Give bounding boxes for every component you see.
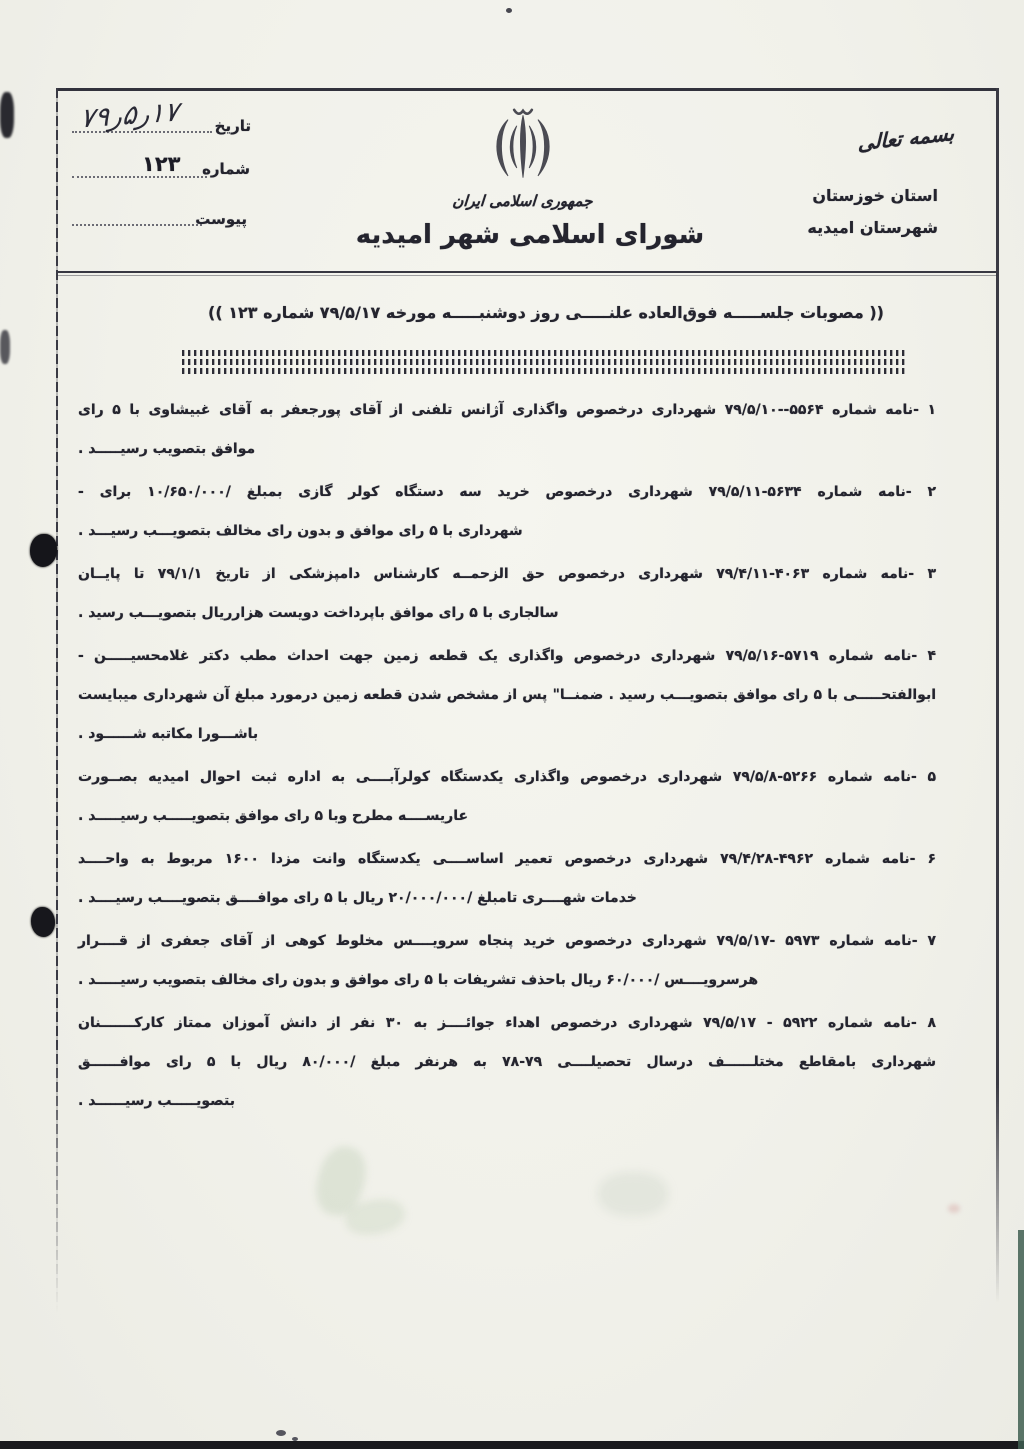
- resolution-item: [78, 758, 936, 836]
- stamped-number-value: ۱۲۳: [142, 152, 181, 176]
- scan-edge-green-strip: [1018, 1230, 1024, 1449]
- scan-speck: [276, 1430, 286, 1436]
- page-border-top: [57, 88, 998, 91]
- handwritten-date-value: ۱۷ر۵ر۷۹: [79, 96, 180, 135]
- resolution-line: سالجاری با ۵ رای موافق باپرداخت دویست هزارریال بتصویـــب رسید .: [78, 605, 559, 621]
- session-heading: (( مصوبات جلســـــه فوق‌العاده علنـــــی روز دوشنبـــــه مورخه ۷۹/۵/۱۷ شماره ۱۲۳ )): [208, 303, 884, 322]
- resolution-item: [78, 1004, 936, 1121]
- resolution-item: [78, 555, 936, 633]
- number-dotted-leader: [72, 176, 207, 178]
- resolution-line: هرسرویــــس /۶۰/۰۰۰ ریال باحذف تشریفات با ۵ رای موافق و بدون رای مخالف بتصویب رسیـــــد .: [78, 972, 759, 988]
- attachment-label: پیوست: [195, 210, 247, 228]
- resolution-item: [78, 922, 936, 1000]
- resolution-line: ۳ -نامه شماره ۴۰۶۳-۷۹/۴/۱۱ شهرداری درخصوص حق الزحمــه کارشناس دامپزشکی از تاریخ ۷۹/۱/۱ تا پایــان: [78, 566, 936, 582]
- resolution-item: [78, 840, 936, 918]
- resolution-line: ۶ -نامه شماره ۴۹۶۲-۷۹/۴/۲۸ شهرداری درخصوص تعمیر اساســــی یکدستگاه وانت مزدا ۱۶۰۰ مربوط به واحــــد: [78, 851, 937, 867]
- resolution-line: ابوالفتحـــــی با ۵ رای موافق بتصویـــب رسید . ضمنــا" پس از مشخص شدن قطعه زمین درمورد مبلغ آن شهرداری میبایست: [78, 687, 936, 703]
- resolution-line: ۵ -نامه شماره ۵۲۶۶-۷۹/۵/۸ شهرداری درخصوص واگذاری یکدستگاه کولرآبــــی به اداره ثبت احوال امیدیه بصــورت: [78, 769, 936, 785]
- resolution-line: ۴ -نامه شماره ۵۷۱۹-۷۹/۵/۱۶ شهرداری درخصوص واگذاری یک قطعه زمین جهت احداث مطب دکتر غلامحسیـــــن -: [78, 648, 936, 664]
- hatch-row: [182, 368, 905, 374]
- attachment-dotted-leader: [72, 224, 202, 226]
- ink-bleed-ghost-mark: [948, 1204, 960, 1213]
- scan-edge-bottom-strip: [0, 1441, 1024, 1449]
- hole-punch-mark: [30, 534, 57, 567]
- resolutions-list: [78, 391, 936, 1125]
- resolution-line: ۱ -نامه شماره ۵۵۶۴--۷۹/۵/۱۰ شهرداری درخصوص واگذاری آژانس تلفنی از آقای پورجعفر به آقای غبیشاوی با ۵ رای: [78, 402, 936, 418]
- resolution-line: عاریســــه مطرح وبا ۵ رای موافق بتصویـــــب رسیـــــد .: [78, 808, 469, 824]
- date-label: تاریخ: [214, 117, 251, 135]
- resolution-item: [78, 473, 936, 551]
- resolution-item: [78, 637, 936, 754]
- hatch-row: [182, 359, 905, 365]
- resolution-line: باشـــورا مکاتبه شــــــود .: [78, 726, 259, 742]
- resolution-line: ۷ -نامه شماره ۵۹۷۳ -۷۹/۵/۱۷ شهرداری درخصوص خرید پنجاه سرویــــس مخلوط کوهی از آقای جعفری از قــــرار: [78, 933, 937, 949]
- letterhead-divider-line-shadow: [57, 275, 998, 276]
- resolution-line: شهرداری بامقاطع مختلــــــف درسال تحصیلــــی ۷۹-۷۸ به هرنفر مبلغ /۸۰/۰۰۰ ریال با ۵ رای موافــــــق: [78, 1054, 937, 1070]
- iran-emblem-icon: [478, 102, 568, 190]
- scan-speck: [292, 1437, 298, 1441]
- resolution-line: موافق بتصویب رسیـــــد .: [78, 441, 256, 457]
- council-title: شورای اسلامی شهر امیدیه: [355, 220, 705, 250]
- letterhead-divider-line: [57, 271, 998, 273]
- resolution-line: ۲ -نامه شماره ۵۶۳۴-۷۹/۵/۱۱ شهرداری درخصوص خرید سه دستگاه کولر گازی بمبلغ /۱۰/۶۵۰/۰۰۰ برای -: [78, 484, 937, 500]
- hole-punch-mark: [31, 907, 55, 937]
- resolution-line: شهرداری با ۵ رای موافق و بدون رای مخالف بتصویـــب رسیـــد .: [78, 523, 523, 539]
- number-label: شماره: [202, 160, 250, 178]
- republic-title: جمهوری اسلامی ایران: [451, 192, 594, 210]
- decorative-hatch-band: [182, 350, 905, 377]
- resolution-line: بتصویـــــب رسیــــــد .: [78, 1093, 235, 1109]
- hatch-row: [182, 350, 905, 356]
- scan-smudge: [0, 330, 10, 364]
- county-name: شهرستان امیدیه: [807, 218, 938, 237]
- province-name: استان خوزستان: [812, 186, 938, 205]
- ink-bleed-ghost-mark: [598, 1172, 668, 1216]
- bismillah-calligraphy: بسمه تعالی: [857, 120, 955, 156]
- scan-speck: [506, 8, 512, 13]
- resolution-line: خدمات شهــــری تامبلغ /۲۰/۰۰۰/۰۰۰ ریال با ۵ رای موافــــق بتصویــــب رسیــــد .: [78, 890, 637, 906]
- resolution-item: [78, 391, 936, 469]
- resolution-line: ۸ -نامه شماره ۵۹۲۲ - ۷۹/۵/۱۷ شهرداری درخصوص اهداء جوائــــز به ۳۰ نفر از دانش آموزان ممتاز کارکـــــــنان: [78, 1015, 937, 1031]
- scan-smudge: [0, 92, 14, 138]
